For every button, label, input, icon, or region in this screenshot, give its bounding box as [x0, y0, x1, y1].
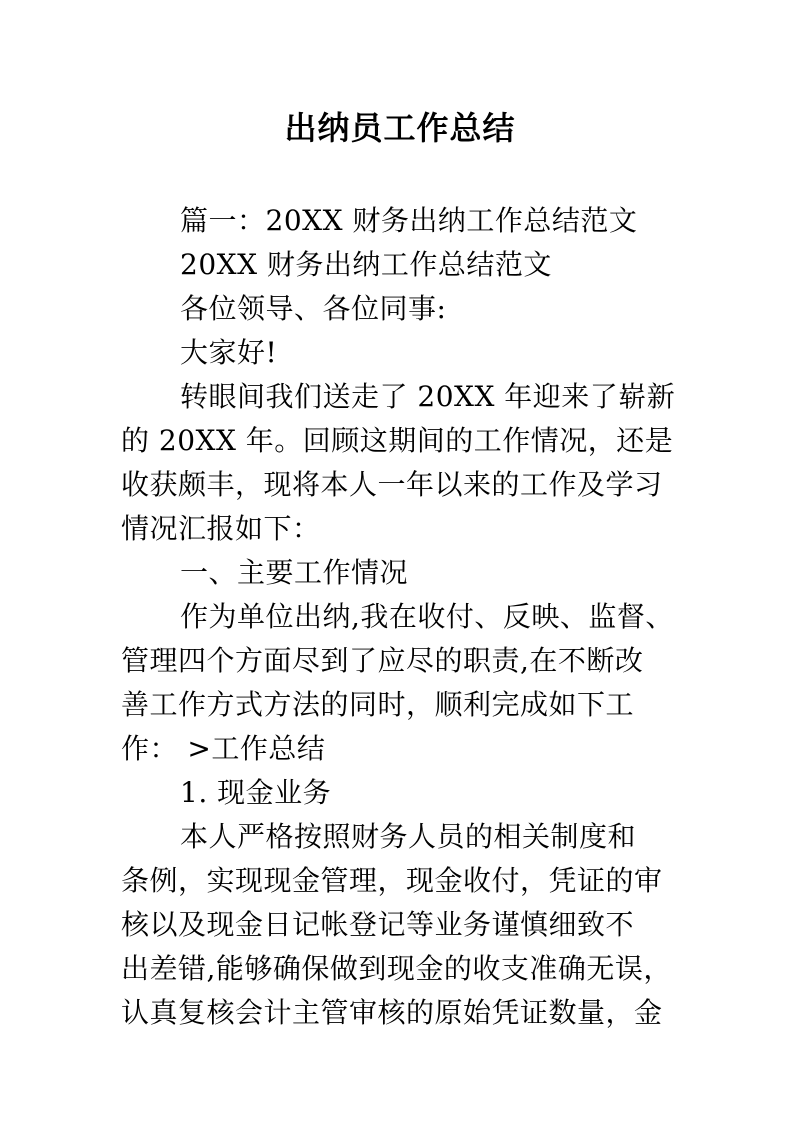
section-heading: 一、主要工作情况: [180, 556, 409, 589]
paragraph-line: 大家好!: [180, 336, 278, 369]
paragraph-line: 的 20XX 年。回顾这期间的工作情况，还是: [121, 424, 674, 457]
paragraph-line: 作为单位出纳,我在收付、反映、监督、: [180, 600, 674, 633]
document-title: 出纳员工作总结: [284, 109, 516, 147]
paragraph-line: 篇一：20XX 财务出纳工作总结范文: [180, 204, 638, 237]
paragraph-line: 出差错,能够确保做到现金的收支准确无误，: [121, 952, 672, 985]
subsection-heading: 1. 现金业务: [180, 776, 332, 809]
paragraph-line: 情况汇报如下：: [121, 512, 321, 545]
paragraph-line: 认真复核会计主管审核的原始凭证数量，金: [121, 996, 663, 1029]
paragraph-line: 收获颇丰，现将本人一年以来的工作及学习: [121, 468, 663, 501]
paragraph-line: 作： >工作总结: [121, 732, 326, 765]
paragraph-line: 条例，实现现金管理，现金收付，凭证的审: [121, 864, 663, 897]
paragraph-line: 善工作方式方法的同时，顺利完成如下工: [121, 688, 635, 721]
paragraph-line: 各位领导、各位同事:: [180, 292, 447, 325]
paragraph-line: 本人严格按照财务人员的相关制度和: [180, 820, 637, 853]
paragraph-line: 管理四个方面尽到了应尽的职责,在不断改: [121, 644, 644, 677]
paragraph-line: 核以及现金日记帐登记等业务谨慎细致不: [121, 908, 635, 941]
paragraph-line: 20XX 财务出纳工作总结范文: [180, 248, 552, 281]
paragraph-line: 转眼间我们送走了 20XX 年迎来了崭新: [180, 380, 676, 413]
